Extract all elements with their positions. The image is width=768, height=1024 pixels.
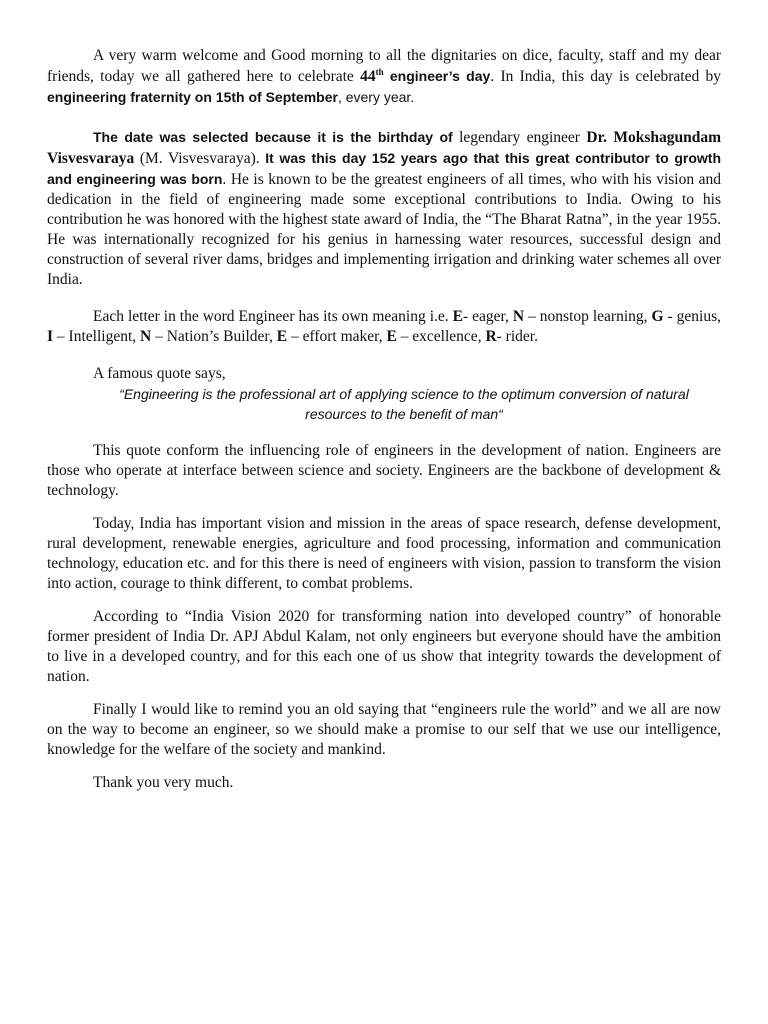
text: (M. Visvesvaraya). — [134, 150, 266, 167]
famous-quote: “Engineering is the professional art of applying science to the optimum conversion of natural resources to the benefit of man“ — [119, 386, 689, 422]
bold-text: Dr. Mokshagundam Visvesvaraya — [47, 129, 721, 167]
letter: E — [386, 328, 397, 345]
text: - eager, — [462, 308, 513, 325]
text: - rider. — [496, 328, 538, 345]
text: . In India, this day is celebrated by — [490, 68, 721, 85]
paragraph-quote-intro: A famous quote says, — [93, 365, 226, 382]
text: – effort maker, — [287, 328, 387, 345]
letter: N — [140, 328, 152, 345]
paragraph-closing: Finally I would like to remind you an old saying that “engineers rule the world” and we all are now on the way to become an engineer, so we should make a promise to our self that we use our intelligence, knowledge for the welfare of the society and mankind. — [47, 701, 721, 758]
letter: R — [485, 328, 497, 345]
bold-text: The date was selected because it is the birthday of — [93, 129, 453, 145]
paragraph-quote-meaning: This quote conform the influencing role of engineers in the development of nation. Engineers are those who operate at interface between science and society. Engineers are the backbone of development & technology. — [47, 442, 721, 499]
text: - genius, — [663, 308, 722, 325]
text: – Nation’s Builder, — [151, 328, 277, 345]
letter: N — [512, 308, 525, 325]
bold-text — [360, 68, 384, 85]
paragraph-india-vision: Today, India has important vision and mission in the areas of space research, defense development, rural development, renewable energies, agriculture and food processing, information and communication technology, education etc. and for this there is need of engineers with vision, passion to transform the vision into action, courage to think different, to combat problems. — [47, 515, 721, 592]
text: A very warm welcome and Good morning to all the dignitaries on dice, faculty, staff and my dear friends, today we all gathered here to celebrate — [47, 47, 721, 85]
text: Each letter in the word Engineer has its own meaning i.e. — [93, 308, 453, 325]
text: legendary engineer — [452, 129, 587, 146]
paragraph-welcome — [47, 46, 721, 108]
text: – excellence, — [396, 328, 486, 345]
text: . He is known to be the greatest engineers of all times, who with his vision and dedication in the field of engineering made some exceptional contributions to India. Owing to his contribution he was honored with the highest state award of India, the “The Bharat Ratna”, in the year 1955. He was internationally recognized for his genius in harnessing water resources, successful design and construction of several river dams, bridges and implementing irrigation and drinking water schemes all over India. — [47, 171, 721, 288]
text: – nonstop learning, — [524, 308, 648, 325]
text: – Intelligent, — [53, 328, 140, 345]
letter: E — [276, 328, 288, 345]
letter: E — [452, 308, 463, 325]
paragraph-visvesvaraya — [47, 127, 721, 290]
paragraph-thanks: Thank you very much. — [93, 774, 234, 791]
bold-text: It was this day 152 years ago that this great contributor to growth and engineering was born — [47, 150, 722, 187]
bold-text: engineering fraternity on 15th of September — [47, 89, 338, 105]
letter: G — [651, 308, 664, 325]
ordinal-suffix: th — [375, 66, 384, 77]
paragraph-engineer-letters — [47, 307, 721, 347]
paragraph-india-vision-2020: According to “India Vision 2020 for transforming nation into developed country” of honorable former president of India Dr. APJ Abdul Kalam, not only engineers but everyone should have the ambition to live in a developed country, and for this each one of us show that integrity towards the development of nation. — [47, 608, 721, 685]
text: , every year. — [337, 89, 415, 105]
anniversary-number: 44 — [360, 68, 376, 85]
letter: I — [47, 328, 54, 345]
bold-text: engineer’s day — [383, 68, 491, 84]
